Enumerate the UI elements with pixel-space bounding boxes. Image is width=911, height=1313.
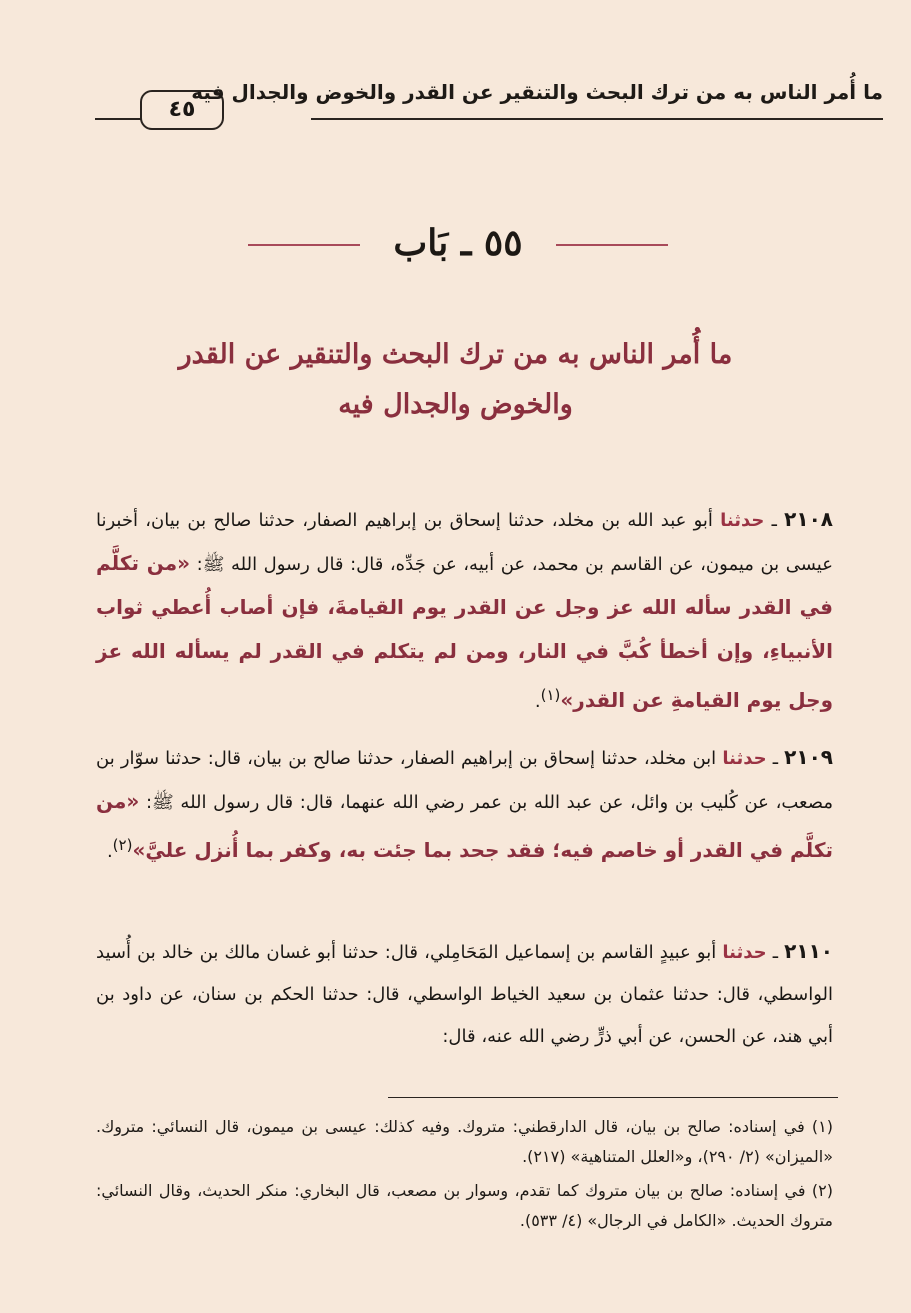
hadith-number: ٢١٠٨ [784, 507, 833, 531]
isnad-text: ابن مخلد، حدثنا إسحاق بن إبراهيم الصفار، حدثنا صالح بن بيان، قال: حدثنا سوّار بن مصعب، عن كُليب بن وائل، عن عبد الله بن عمر رضي الله عنهما، قال: قال رسول الله ﷺ: [96, 748, 833, 813]
isnad-text: أبو عبد الله بن مخلد، حدثنا إسحاق بن إبراهيم الصفار، حدثنا صالح بن بيان، أخبرنا عيسى بن ميمون، عن القاسم بن محمد، عن أبيه، عن جَدِّه، قال: قال رسول الله ﷺ: [96, 510, 833, 575]
chapter-subtitle [100, 330, 811, 430]
footnotes [96, 1112, 833, 1240]
footnote-ref: (١) [540, 686, 561, 704]
hadith-quote: «من تكلَّم في القدر أو خاصم فيه؛ فقد جحد بما جئت به، وكفر بما أُنزل عليَّ» [96, 789, 833, 862]
footnote-1: (١) في إسناده: صالح بن بيان، قال الدارقطني: متروك. وفيه كذلك: عيسى بن ميمون، قال النسائي: متروك. «الميزان» (٢/ ٢٩٠)، و«العلل المتناهية» (٢١٧). [96, 1117, 833, 1166]
haddathana-mark: حدثنا [720, 510, 765, 531]
hadith-2110: ٢١١٠ ـ حدثنا أبو عبيدٍ القاسم بن إسماعيل المَحَامِلي، قال: حدثنا أبو غسان مالك بن خالد بن أُسيد الواسطي، قال: حدثنا عثمان بن سعيد الخياط الواسطي، قال: حدثنا الحكم بن سنان، عن داود بن أبي هند، عن الحسن، عن أبي ذرٍّ رضي الله عنه، قال: [96, 939, 833, 1047]
footnote-rule [388, 1097, 838, 1098]
chapter-subtitle-line-1: ما أُمر الناس به من ترك البحث والتنقير عن القدر [178, 339, 733, 370]
hadith-number: ٢١٠٩ [784, 745, 833, 769]
page-number: ٤٥ [140, 90, 224, 130]
hadith-2109: ٢١٠٩ ـ حدثنا ابن مخلد، حدثنا إسحاق بن إبراهيم الصفار، حدثنا صالح بن بيان، قال: حدثنا سوّار بن مصعب، عن كُليب بن وائل، عن عبد الله بن عمر رضي الله عنهما، قال: قال رسول الله ﷺ: «من تكلَّم في القدر أو خاصم فيه؛ فقد جحد بما جئت به، وكفر بما أُنزل عليَّ»$^{(٢)}$. [96, 745, 833, 862]
header-left-tick [95, 118, 131, 120]
chapter-title: ٥٥ ـ بَاب [393, 222, 523, 264]
chapter-ornament-line-right [556, 244, 668, 246]
hadith-2108: ٢١٠٨ ـ حدثنا أبو عبد الله بن مخلد، حدثنا إسحاق بن إبراهيم الصفار، حدثنا صالح بن بيان، أخبرنا عيسى بن ميمون، عن القاسم بن محمد، عن أبيه، عن جَدِّه، قال: قال رسول الله ﷺ: «من تكلَّم في القدر سأله الله عز وجل عن القدر يوم القيامةَ، فإن أصاب أُعطي ثواب الأنبياءِ، وإن أخطأ كُبَّ في النار، ومن لم يتكلم في القدر لم يسأله الله عز وجل يوم القيامةِ عن القدر»$^{(١)}$. [96, 507, 833, 712]
isnad-text: أبو عبيدٍ القاسم بن إسماعيل المَحَامِلي، قال: حدثنا أبو غسان مالك بن خالد بن أُسيد الواسطي، قال: حدثنا عثمان بن سعيد الخياط الواسطي، قال: حدثنا الحكم بن سنان، عن داود بن أبي هند، عن الحسن، عن أبي ذرٍّ رضي الله عنه، قال: [96, 942, 833, 1047]
haddathana-mark: حدثنا [722, 942, 767, 963]
footnote-2: (٢) في إسناده: صالح بن بيان متروك كما تقدم، وسوار بن مصعب، قال البخاري: منكر الحديث، وقال النسائي: متروك الحديث. «الكامل في الرجال» (٤/ ٥٣٣). [96, 1181, 833, 1230]
chapter-ornament-line-left [248, 244, 360, 246]
running-title: ما أُمر الناس به من ترك البحث والتنقير عن القدر والخوض والجدال فيه [191, 80, 883, 104]
hadith-quote: «من تكلَّم في القدر سأله الله عز وجل عن القدر يوم القيامةَ، فإن أصاب أُعطي ثواب الأنبياءِ، وإن أخطأ كُبَّ في النار، ومن لم يتكلم في القدر لم يسأله الله عز وجل يوم القيامةِ عن القدر» [96, 551, 833, 712]
footnote-ref: (٢) [112, 836, 133, 854]
haddathana-mark: حدثنا [722, 748, 767, 769]
hadith-number: ٢١١٠ [784, 939, 833, 963]
chapter-subtitle-line-2: والخوض والجدال فيه [338, 389, 573, 420]
chapter-heading [248, 222, 668, 272]
page-header [95, 78, 883, 130]
